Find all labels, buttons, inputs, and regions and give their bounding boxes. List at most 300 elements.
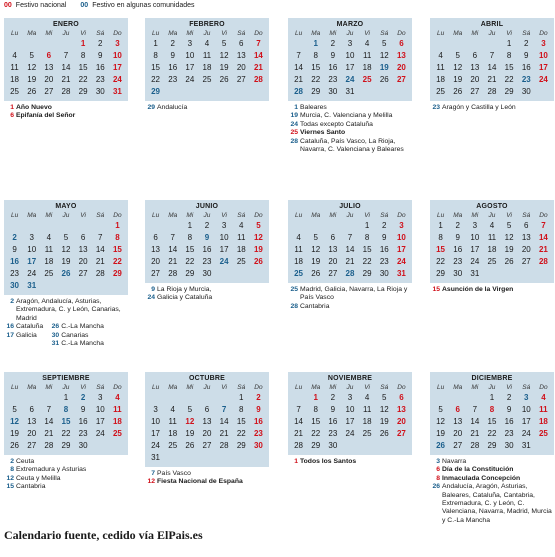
day-cell: 15: [151, 63, 161, 72]
weekday-label: Vi: [506, 30, 512, 37]
day-cell: 8: [187, 233, 193, 242]
weekday-label: Vi: [364, 212, 370, 219]
day-cell: 22: [311, 429, 321, 438]
day-cell: 16: [379, 245, 389, 254]
holiday-note: [145, 470, 269, 478]
day-cell: 3: [187, 39, 193, 48]
holiday-day-number: 1: [294, 458, 298, 465]
day-cell: 20: [202, 429, 212, 438]
holiday-note: [430, 483, 554, 525]
holiday-notes: [288, 104, 412, 154]
day-cell: 22: [311, 75, 321, 84]
holiday-note-group: [430, 458, 554, 525]
holiday-note: [145, 294, 269, 302]
day-grid: [147, 220, 267, 280]
day-cell: 25: [10, 87, 20, 96]
holiday-day-number: 1: [294, 104, 298, 111]
day-cell: 3: [541, 39, 546, 48]
weekday-label: Vi: [221, 30, 227, 37]
holiday-day-number: 12: [147, 478, 155, 486]
day-cell: 4: [115, 393, 120, 402]
legend: [4, 2, 195, 9]
day-cell: 14: [95, 245, 105, 254]
day-cell: 26: [185, 441, 195, 450]
day-cell: 8: [63, 405, 69, 414]
day-cell: 11: [362, 405, 372, 414]
day-cell: 14: [44, 417, 54, 426]
day-cell: 15: [236, 417, 246, 426]
month-name: FEBRERO: [189, 21, 225, 28]
day-empty: [40, 38, 57, 50]
holiday-note: [145, 104, 269, 112]
day-cell: 27: [44, 87, 54, 96]
weekday-label: Lu: [151, 384, 160, 391]
day-cell: 7: [472, 405, 478, 414]
day-cell: 10: [470, 233, 480, 242]
day-cell: 18: [362, 63, 372, 72]
day-cell: 30: [202, 269, 212, 278]
day-cell: 25: [202, 75, 212, 84]
legend-national-label: Festivo nacional: [15, 2, 67, 9]
day-cell: 16: [253, 417, 263, 426]
day-cell: 4: [12, 51, 17, 60]
weekday-label: Lu: [10, 384, 19, 391]
day-cell: 26: [219, 75, 229, 84]
month-calendar: [4, 372, 128, 455]
day-cell: 16: [168, 63, 178, 72]
day-empty: [307, 220, 324, 232]
day-cell: 20: [521, 245, 531, 254]
day-cell: 26: [253, 257, 263, 266]
day-cell: 1: [489, 393, 495, 402]
month-calendar: [145, 200, 269, 283]
day-cell: 23: [10, 269, 20, 278]
day-cell: 21: [95, 257, 105, 266]
weekday-label: Vi: [80, 212, 86, 219]
holiday-day-number: 29: [147, 104, 155, 111]
weekday-label: Sá: [237, 212, 246, 219]
day-empty: [57, 220, 74, 232]
day-cell: 10: [27, 245, 37, 254]
day-cell: 14: [168, 245, 178, 254]
holiday-day-number: 25: [290, 129, 298, 137]
day-cell: 9: [256, 405, 261, 414]
month-calendar: [145, 372, 269, 467]
weekday-label: Ma: [27, 30, 37, 37]
weekday-label: Lu: [294, 212, 303, 219]
day-cell: 22: [112, 257, 122, 266]
month-abril: [430, 18, 554, 112]
day-grid: [147, 392, 267, 464]
day-cell: 19: [504, 245, 514, 254]
day-cell: 5: [256, 221, 261, 230]
day-cell: 28: [487, 87, 497, 96]
day-cell: 27: [396, 75, 406, 84]
weekday-label: Lu: [10, 212, 19, 219]
day-grid: [6, 220, 126, 292]
day-cell: 4: [364, 393, 370, 402]
day-cell: 16: [328, 417, 338, 426]
day-cell: 30: [78, 441, 88, 450]
weekday-label: Mi: [329, 384, 337, 391]
day-cell: 24: [345, 429, 355, 438]
day-cell: 5: [29, 51, 34, 60]
day-cell: 24: [345, 75, 355, 84]
weekday-label: Ju: [62, 212, 70, 219]
day-cell: 31: [521, 441, 531, 450]
day-cell: 22: [78, 75, 88, 84]
month-calendar: [4, 18, 128, 101]
weekday-label: Vi: [364, 30, 370, 37]
holiday-note-group: [288, 104, 412, 154]
day-cell: 26: [379, 429, 389, 438]
day-cell: 29: [78, 87, 88, 96]
day-cell: 3: [153, 405, 158, 414]
day-cell: 24: [151, 441, 161, 450]
day-cell: 16: [78, 417, 88, 426]
day-empty: [147, 220, 164, 232]
day-cell: 6: [153, 233, 158, 242]
weekday-label: Ju: [488, 384, 496, 391]
weekday-label: Sá: [380, 212, 389, 219]
weekday-label: Do: [113, 30, 122, 37]
day-cell: 17: [95, 417, 105, 426]
day-cell: 11: [113, 405, 122, 414]
day-cell: 20: [396, 417, 406, 426]
holiday-notes: [430, 104, 554, 112]
holiday-description: Viernes Santo: [300, 129, 346, 137]
weekday-label: Sá: [96, 30, 105, 37]
day-cell: 7: [170, 233, 175, 242]
holiday-note: [4, 323, 43, 331]
day-cell: 31: [27, 281, 37, 290]
weekday-label: Vi: [506, 384, 512, 391]
day-cell: 20: [78, 257, 88, 266]
day-cell: 25: [436, 87, 446, 96]
day-cell: 7: [98, 233, 103, 242]
holiday-note-group: [288, 286, 412, 311]
holiday-note: [288, 303, 412, 311]
holiday-note: [4, 104, 128, 112]
day-cell: 31: [470, 269, 480, 278]
day-cell: 20: [470, 75, 480, 84]
day-cell: 30: [10, 281, 20, 290]
day-cell: 30: [328, 441, 338, 450]
holiday-note-group: [430, 104, 554, 112]
day-empty: [57, 38, 74, 50]
day-empty: [324, 220, 341, 232]
holiday-note: [4, 112, 128, 120]
holiday-note: [430, 475, 554, 483]
day-cell: 1: [438, 221, 443, 230]
day-cell: 11: [10, 63, 19, 72]
day-cell: 20: [453, 429, 463, 438]
month-calendar: [145, 18, 269, 101]
legend-national: [4, 2, 66, 9]
day-cell: 19: [253, 245, 263, 254]
day-empty: [147, 392, 164, 404]
month-junio: [145, 200, 269, 303]
day-cell: 23: [253, 429, 263, 438]
holiday-notes: [145, 286, 269, 303]
day-empty: [432, 38, 449, 50]
day-cell: 18: [202, 63, 212, 72]
holiday-day-number: 12: [6, 474, 14, 482]
day-cell: 10: [345, 405, 355, 414]
day-cell: 15: [112, 245, 122, 254]
holiday-note: [4, 475, 128, 483]
day-cell: 21: [538, 245, 548, 254]
day-cell: 14: [294, 417, 304, 426]
month-name: OCTUBRE: [188, 375, 225, 382]
holiday-note-group: [430, 286, 554, 294]
weekday-label: Mi: [186, 212, 194, 219]
day-cell: 8: [115, 233, 120, 242]
day-cell: 25: [362, 429, 372, 438]
day-cell: 5: [382, 393, 387, 402]
month-noviembre: [288, 372, 412, 466]
day-cell: 24: [219, 257, 229, 266]
day-cell: 10: [112, 51, 122, 60]
month-calendar: [430, 200, 554, 283]
day-cell: 1: [364, 221, 370, 230]
day-cell: 29: [362, 269, 372, 278]
day-cell: 31: [112, 87, 122, 96]
day-cell: 6: [29, 405, 34, 414]
day-empty: [6, 392, 23, 404]
month-name: SEPTIEMBRE: [42, 375, 90, 382]
month-calendar: [430, 18, 554, 101]
holiday-note-group: [145, 470, 269, 487]
weekday-label: Do: [113, 384, 122, 391]
day-empty: [341, 220, 358, 232]
holiday-note: [288, 112, 412, 120]
day-cell: 4: [204, 39, 210, 48]
day-cell: 21: [168, 257, 178, 266]
day-cell: 13: [328, 245, 338, 254]
day-cell: 10: [521, 405, 531, 414]
day-cell: 16: [10, 257, 20, 266]
day-cell: 13: [202, 417, 212, 426]
weekday-label: Do: [539, 30, 548, 37]
day-cell: 5: [12, 405, 17, 414]
day-cell: 14: [345, 245, 355, 254]
month-name: AGOSTO: [476, 203, 508, 210]
day-cell: 7: [296, 51, 301, 60]
day-cell: 24: [27, 269, 37, 278]
day-cell: 7: [347, 233, 353, 242]
day-empty: [40, 220, 57, 232]
holiday-description: Fiesta Nacional de España: [157, 478, 243, 486]
day-cell: 5: [187, 405, 193, 414]
day-cell: 2: [170, 39, 175, 48]
day-empty: [23, 220, 40, 232]
day-cell: 15: [78, 63, 88, 72]
holiday-notes: [145, 104, 269, 112]
day-cell: 26: [61, 269, 71, 278]
weekday-label: Ju: [203, 384, 211, 391]
day-cell: 12: [27, 63, 37, 72]
holiday-description: C.-La Mancha: [61, 340, 104, 348]
day-cell: 26: [453, 87, 463, 96]
weekday-header: [432, 212, 552, 219]
weekday-header: [147, 384, 267, 391]
day-cell: 9: [330, 51, 336, 60]
holiday-day-number: 9: [151, 286, 155, 293]
day-cell: 23: [453, 257, 463, 266]
weekday-label: Ma: [453, 30, 463, 37]
day-cell: 24: [470, 257, 480, 266]
day-cell: 19: [27, 75, 37, 84]
day-cell: 16: [95, 63, 105, 72]
day-cell: 15: [504, 63, 514, 72]
day-cell: 5: [455, 51, 460, 60]
day-cell: 26: [504, 257, 514, 266]
holiday-day-number: 23: [432, 104, 440, 111]
holiday-day-number: 17: [6, 331, 14, 339]
day-empty: [449, 392, 466, 404]
day-cell: 12: [436, 417, 446, 426]
weekday-header: [290, 212, 410, 219]
holiday-description: Cataluña: [16, 323, 44, 331]
day-cell: 5: [438, 405, 443, 414]
day-cell: 23: [202, 257, 212, 266]
day-cell: 25: [168, 441, 178, 450]
day-cell: 4: [296, 233, 301, 242]
holiday-note: [49, 340, 104, 348]
weekday-label: Do: [254, 30, 263, 37]
day-cell: 1: [115, 221, 120, 230]
day-cell: 25: [44, 269, 54, 278]
weekday-label: Vi: [80, 384, 86, 391]
weekday-header: [6, 384, 126, 391]
holiday-description: Ceuta: [16, 458, 35, 465]
day-cell: 28: [219, 441, 229, 450]
holiday-day-number: 15: [6, 483, 14, 491]
day-cell: 21: [345, 257, 355, 266]
day-cell: 4: [239, 221, 244, 230]
weekday-label: Lu: [294, 30, 303, 37]
weekday-label: Ju: [488, 30, 496, 37]
day-cell: 8: [80, 51, 86, 60]
day-cell: 19: [379, 63, 389, 72]
day-cell: 6: [239, 39, 244, 48]
holiday-description: Madrid, Galicia, Navarra, La Rioja y País Vasco: [300, 286, 408, 302]
weekday-label: Mi: [45, 212, 53, 219]
day-cell: 10: [185, 51, 195, 60]
weekday-label: Do: [397, 212, 406, 219]
day-cell: 11: [436, 63, 445, 72]
day-cell: 18: [236, 245, 246, 254]
month-calendar: [430, 372, 554, 455]
month-diciembre: [430, 372, 554, 525]
day-cell: 26: [27, 87, 37, 96]
day-cell: 6: [524, 221, 529, 230]
day-cell: 2: [204, 221, 210, 230]
day-grid: [290, 392, 410, 452]
day-cell: 16: [328, 63, 338, 72]
day-cell: 12: [185, 417, 195, 426]
weekday-label: Lu: [151, 212, 160, 219]
holiday-day-number: 24: [290, 120, 298, 128]
weekday-header: [432, 384, 552, 391]
day-cell: 3: [98, 393, 103, 402]
day-cell: 19: [61, 257, 71, 266]
holiday-day-number: 6: [436, 466, 440, 474]
day-cell: 29: [436, 269, 446, 278]
day-cell: 13: [78, 245, 88, 254]
weekday-header: [6, 30, 126, 37]
weekday-label: Ju: [488, 212, 496, 219]
day-cell: 23: [504, 429, 514, 438]
day-cell: 25: [112, 429, 122, 438]
day-cell: 28: [470, 441, 480, 450]
month-calendar: [288, 18, 412, 101]
holiday-day-number: 26: [432, 483, 440, 491]
weekday-label: Sá: [96, 212, 105, 219]
day-cell: 11: [202, 51, 212, 60]
weekday-label: Lu: [151, 30, 160, 37]
day-cell: 16: [453, 245, 463, 254]
weekday-header: [147, 212, 267, 219]
day-cell: 10: [345, 51, 355, 60]
day-cell: 8: [364, 233, 370, 242]
day-cell: 6: [399, 39, 404, 48]
day-cell: 19: [10, 429, 20, 438]
day-cell: 13: [396, 51, 406, 60]
day-empty: [23, 38, 40, 50]
weekday-label: Ma: [168, 30, 178, 37]
day-cell: 3: [29, 233, 34, 242]
weekday-label: Ju: [346, 212, 354, 219]
holiday-description: Murcia, C. Valenciana y Melilla: [300, 112, 393, 120]
day-cell: 11: [294, 245, 303, 254]
day-cell: 3: [524, 393, 529, 402]
weekday-header: [6, 212, 126, 219]
day-cell: 12: [311, 245, 321, 254]
day-cell: 23: [328, 429, 338, 438]
day-cell: 20: [27, 429, 37, 438]
day-cell: 2: [98, 39, 103, 48]
holiday-description: Todos los Santos: [300, 458, 357, 465]
weekday-label: Vi: [221, 212, 227, 219]
day-cell: 19: [219, 63, 229, 72]
holiday-description: Ceuta y Melilla: [16, 474, 61, 482]
holiday-note: [430, 286, 554, 294]
day-cell: 25: [487, 257, 497, 266]
holiday-note: [430, 458, 554, 466]
holiday-note: [430, 104, 554, 112]
day-cell: 18: [487, 245, 497, 254]
day-cell: 2: [80, 393, 86, 402]
day-cell: 25: [294, 269, 304, 278]
day-cell: 25: [236, 257, 246, 266]
month-name: MAYO: [55, 203, 77, 210]
month-name: DICIEMBRE: [471, 375, 513, 382]
day-cell: 5: [506, 221, 512, 230]
weekday-label: Ju: [203, 212, 211, 219]
month-octubre: [145, 372, 269, 487]
day-cell: 23: [521, 75, 531, 84]
day-cell: 14: [470, 417, 480, 426]
holiday-notes: [145, 470, 269, 487]
day-cell: 6: [472, 51, 478, 60]
day-cell: 29: [112, 269, 122, 278]
weekday-label: Vi: [506, 212, 512, 219]
day-cell: 28: [538, 257, 548, 266]
weekday-label: Mi: [329, 30, 337, 37]
day-cell: 21: [294, 75, 304, 84]
